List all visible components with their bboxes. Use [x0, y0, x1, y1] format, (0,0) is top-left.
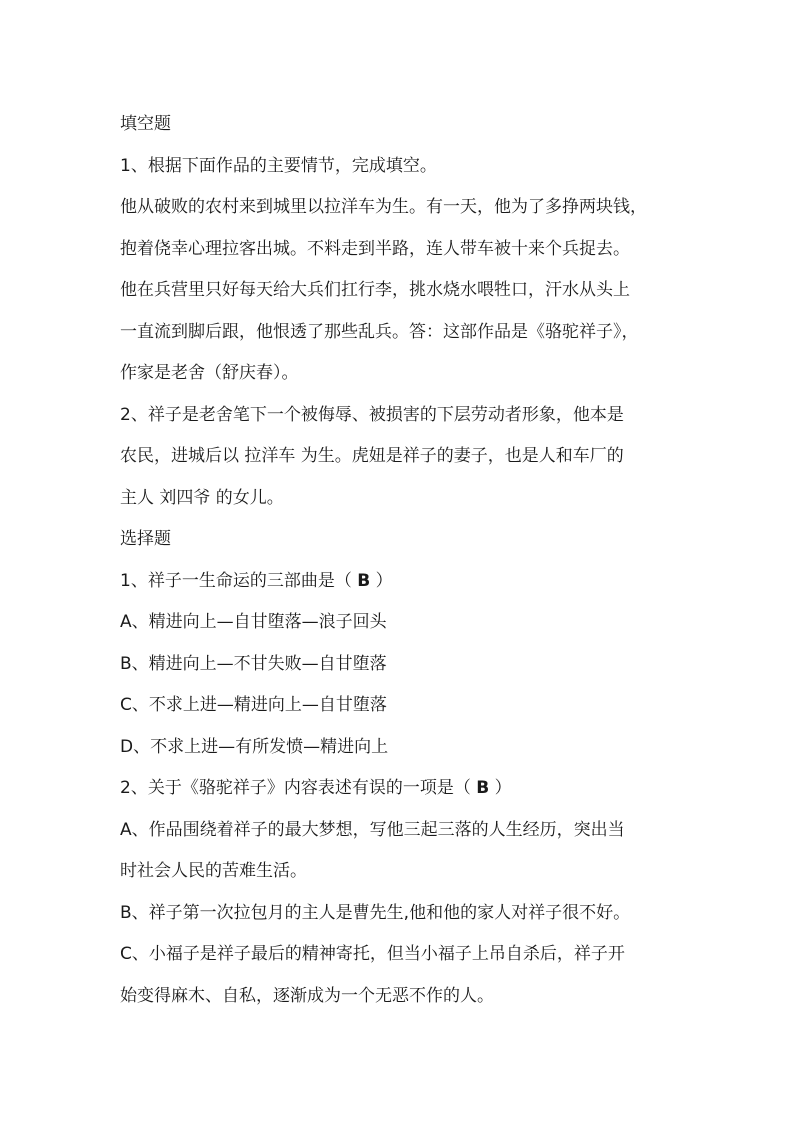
question-1-text-line: 作家是老舍（舒庆春）。 — [120, 363, 299, 383]
question-1-text-line: 他在兵营里只好每天给大兵们扛行李，挑水烧水喂牲口，汗水从头上 — [120, 280, 630, 300]
choice-question-2-answer: B — [476, 778, 490, 798]
section-heading-multiple-choice: 选择题 — [120, 529, 171, 549]
choice-question-2-option-line: 始变得麻木、自私，逐渐成为一个无恶不作的人。 — [120, 985, 494, 1006]
choice-question-1-prompt-after: ） — [370, 570, 393, 591]
document-page — [120, 104, 690, 1017]
question-1-prompt: 1、根据下面作品的主要情节，完成填空。 — [120, 155, 437, 176]
choice-question-1-option-d: D、不求上进—有所发愤—精进向上 — [120, 736, 389, 757]
question-2-text-line: 主人 刘四爷 的女儿。 — [120, 487, 284, 508]
choice-question-2-prompt-after: ） — [489, 778, 512, 798]
choice-question-1-prompt — [120, 561, 690, 603]
choice-question-1-option-b: B、精进向上—不甘失败—自甘堕落 — [120, 653, 387, 674]
choice-question-2-option-line: C、小福子是祥子最后的精神寄托，但当小福子上吊自杀后，祥子开 — [120, 944, 625, 964]
question-2-text-line: 2、祥子是老舍笔下一个被侮辱、被损害的下层劳动者形象，他本是 — [120, 404, 624, 425]
section-heading-fill-in: 填空题 — [120, 114, 171, 134]
choice-question-2-option-line: B、祥子第一次拉包月的主人是曹先生,他和他的家人对祥子很不好。 — [120, 902, 631, 923]
choice-question-1-option-c: C、不求上进—精进向上—自甘堕落 — [120, 695, 387, 715]
choice-question-2-option-line: 时社会人民的苦难生活。 — [120, 861, 307, 881]
choice-question-2-option-line: A、作品围绕着祥子的最大梦想，写他三起三落的人生经历，突出当 — [120, 819, 625, 840]
choice-question-1-option-a: A、精进向上—自甘堕落—浪子回头 — [120, 612, 387, 632]
choice-question-1-answer: B — [357, 570, 371, 591]
question-1-text-line: 他从破败的农村来到城里以拉洋车为生。有一天，他为了多挣两块钱， — [120, 197, 647, 217]
question-1-text-line: 抱着侥幸心理拉客出城。不料走到半路，连人带车被十来个兵捉去。 — [120, 238, 630, 259]
choice-question-2-prompt-before: 2、关于《骆驼祥子》内容表述有误的一项是（ — [120, 778, 477, 798]
choice-question-2-prompt — [120, 768, 690, 810]
question-2-text-line: 农民，进城后以 拉洋车 为生。虎妞是祥子的妻子，也是人和车厂的 — [120, 446, 624, 466]
question-1-text-line: 一直流到脚后跟，他恨透了那些乱兵。答：这部作品是《骆驼祥子》， — [120, 321, 639, 342]
choice-question-1-prompt-before: 1、祥子一生命运的三部曲是（ — [120, 570, 358, 591]
